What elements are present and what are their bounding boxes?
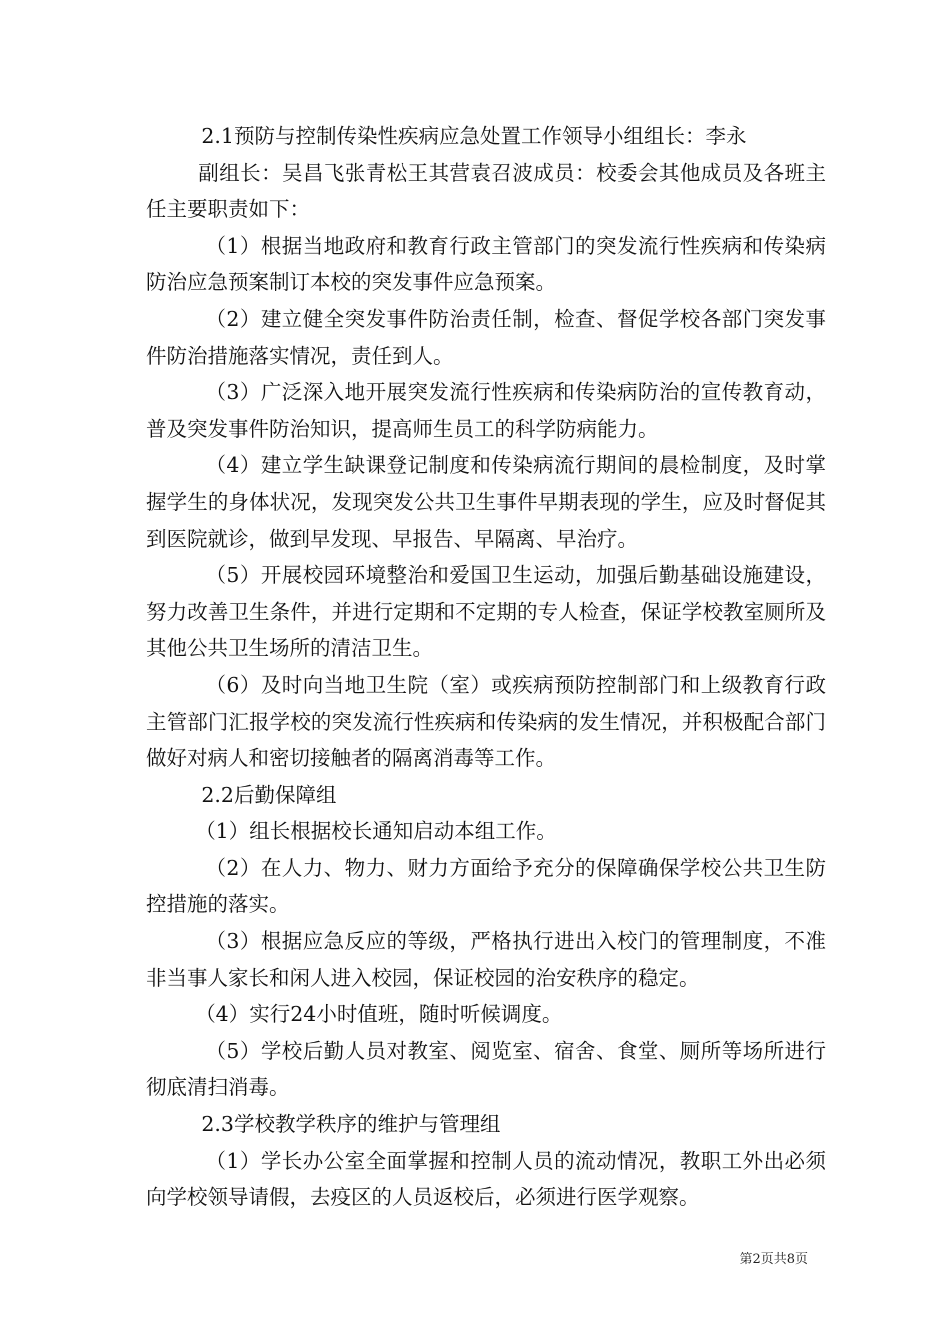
order-item-1: （1）学长办公室全面掌握和控制人员的流动情况，教职工外出必须向学校领导请假，去疫区的人员返校后，必须进行医学观察。 xyxy=(146,1148,826,1210)
section-2-1-heading: 2.1预防与控制传染性疾病应急处置工作领导小组组长：李永 xyxy=(201,124,747,148)
document-body xyxy=(146,118,826,1216)
section-2-3-heading: 2.3学校教学秩序的维护与管理组 xyxy=(201,1112,501,1137)
section-2-2-heading: 2.2后勤保障组 xyxy=(201,782,337,807)
duty-item-4: （4）建立学生缺课登记制度和传染病流行期间的晨检制度，及时掌握学生的身体状况，发现突发公共卫生事件早期表现的学生，应及时督促其到医院就诊，做到早发现、早报告、早隔离、早治疗。 xyxy=(146,453,826,551)
logistics-item-5: （5）学校后勤人员对教室、阅览室、宿舍、食堂、厕所等场所进行彻底清扫消毒。 xyxy=(146,1038,826,1100)
duty-item-2: （2）建立健全突发事件防治责任制，检查、督促学校各部门突发事件防治措施落实情况，责任到人。 xyxy=(146,306,826,368)
section-2-1-members: 副组长：吴昌飞张青松王其营袁召波成员：校委会其他成员及各班主任主要职责如下： xyxy=(146,160,826,222)
duty-item-3: （3）广泛深入地开展突发流行性疾病和传染病防治的宣传教育动，普及突发事件防治知识，提高师生员工的科学防病能力。 xyxy=(146,380,826,441)
logistics-item-4: （4）实行24小时值班，随时听候调度。 xyxy=(195,1002,563,1027)
duty-item-6: （6）及时向当地卫生院（室）或疾病预防控制部门和上级教育行政主管部门汇报学校的突发流行性疾病和传染病的发生情况，并积极配合部门做好对病人和密切接触者的隔离消毒等工作。 xyxy=(146,672,826,771)
duty-item-1: （1）根据当地政府和教育行政主管部门的突发流行性疾病和传染病防治应急预案制订本校的突发事件应急预案。 xyxy=(146,233,826,295)
logistics-item-2: （2）在人力、物力、财力方面给予充分的保障确保学校公共卫生防控措施的落实。 xyxy=(146,855,826,917)
logistics-item-1: （1）组长根据校长通知启动本组工作。 xyxy=(195,819,557,844)
duty-item-5: （5）开展校园环境整治和爱国卫生运动，加强后勤基础设施建设，努力改善卫生条件，并进行定期和不定期的专人检查，保证学校教室厕所及其他公共卫生场所的清洁卫生。 xyxy=(146,563,826,661)
logistics-item-3: （3）根据应急反应的等级，严格执行进出入校门的管理制度，不准非当事人家长和闲人进入校园，保证校园的治安秩序的稳定。 xyxy=(146,929,826,990)
page-number: 第2页共8页 xyxy=(739,1252,808,1267)
